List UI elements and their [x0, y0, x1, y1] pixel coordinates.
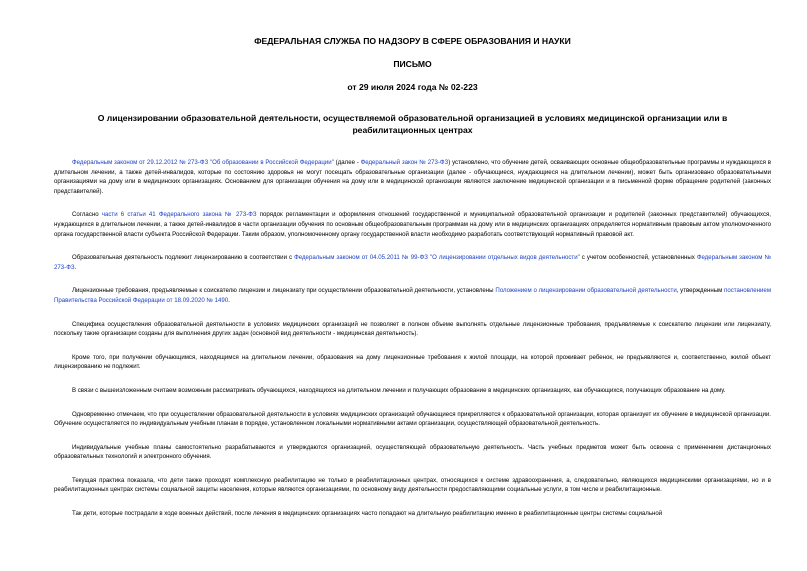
- paragraph-11: Так дети, которые пострадали в ходе военных действий, после лечения в медицинских организациях часто попадают на длительную реабилитацию именно в реабилитационные центры системы социальной: [72, 510, 663, 518]
- document-type: ПИСЬМО: [393, 59, 432, 69]
- paragraph-10: Текущая практика показала, что дети также проходят комплексную реабилитацию не только в реабилитационных центрах, относящихся к системе здравоохранения, а, следовательно, являющихся медицинскими организациями, но и в реабилитационных центрах системы социальной защиты населения, которые являются организациями, по основному виду деятельности предоставляющими социальные услуги, в том числе и реабилитационные.: [54, 476, 771, 494]
- paragraph-8: Одновременно отмечаем, что при осуществлении образовательной деятельности в условиях медицинских организаций обучающиеся прикрепляются к образовательной организации, которая организует их обучение в медицинской организации. Обучение осуществляется по индивидуальным учебным планам в порядке, установленном локальными нормативными актами организации, осуществляющей образовательной деятельность.: [54, 410, 771, 428]
- paragraph-9: Индивидуальные учебные планы самостоятельно разрабатываются и утверждаются организацией, осуществляющей образовательную деятельность. Часть учебных предметов может быть освоена с применением дистанционных образовательных технологий и электронного обучения.: [54, 443, 771, 461]
- paragraph-1: [54, 158, 771, 196]
- link-licensing-regulation[interactable]: Положением о лицензировании образовательной деятельности: [495, 287, 677, 295]
- paragraph-text: Лицензионные требования, предъявляемые к соискателю лицензии и лицензиату при осуществлении образовательной деятельности, установлены: [72, 287, 496, 295]
- document-title: О лицензировании образовательной деятельности, осуществляемой образовательной организацией в условиях медицинской организации или в реабилитационных центрах: [97, 113, 728, 135]
- link-article-41-part-6[interactable]: части 6 статьи 41 Федерального закона № 273-ФЗ: [101, 211, 257, 219]
- paragraph-7: В связи с вышеизложенным считаем возможным рассматривать обучающихся, находящихся на длительном лечении и получающих образование в медицинских организациях, как обучающихся, получающих образование на дому.: [72, 386, 726, 394]
- paragraph-5: Специфика осуществления образовательной деятельности в условиях медицинских организаций не позволяет в полном объеме выполнять отдельные лицензионные требования, предъявляемые к соискателю лицензии или лицензиату, поскольку такие организации созданы для выполнения других задач (основной вид деятельности - медицинская деятельность).: [54, 320, 771, 338]
- link-government-resolution-1490[interactable]: постановлением Правительства Российской Федерации от 18.09.2020 № 1490: [54, 287, 772, 304]
- paragraph-3: [54, 253, 771, 272]
- paragraph-text: Согласно: [72, 211, 102, 219]
- paragraph-2: [54, 210, 771, 239]
- paragraph-4: [54, 286, 771, 305]
- link-federal-law-273[interactable]: Федеральным законом от 29.12.2012 № 273-ФЗ "Об образовании в Российской Федерации": [72, 159, 334, 166]
- document-date: от 29 июля 2024 года № 02-223: [347, 82, 478, 92]
- paragraph-text: ) установлено, что обучение детей, осваивающих основные общеобразовательные программы и нуждающихся в длительном лечении, а также детей-инвалидов, которые по состоянию здоровья не могут посещать образовательные организации (далее - обучающиеся, нуждающиеся на длительном лечении), может быть организовано образовательными организациями на дому или в медицинских организациях. Основанием для организации обучения на дому или в медицинской организации являются заключение медицинской организации и в письменной форме обращение родителей (законных представителей).: [54, 159, 772, 195]
- link-federal-law-273-ref[interactable]: Федеральным законом № 273-ФЗ: [54, 254, 771, 271]
- link-federal-law-273-short[interactable]: Федеральный закон № 273-ФЗ: [360, 159, 449, 166]
- paragraph-text: с учетом особенностей, установленных: [579, 254, 697, 262]
- issuing-agency: ФЕДЕРАЛЬНАЯ СЛУЖБА ПО НАДЗОРУ В СФЕРЕ ОБРАЗОВАНИЯ И НАУКИ: [254, 36, 571, 46]
- document-body: [54, 158, 771, 519]
- paragraph-text: , утвержденным: [676, 287, 725, 295]
- paragraph-text: .: [228, 296, 230, 304]
- paragraph-text: порядок регламентации и оформления отношений государственной и муниципальной образовательной организации и родителей (законных представителей) обучающихся, нуждающихся в длительном лечении, а также детей-инвалидов в части организации обучения по основным общеобразовательным программам на дому или в медицинских организациях определяется нормативным правовым актом уполномоченного органа государственной власти субъекта Российской Федерации. Таким образом, уполномоченному органу государственной власти необходимо разработать соответствующий нормативный правовой акт.: [54, 211, 771, 238]
- link-federal-law-99[interactable]: Федеральным законом от 04.05.2011 № 99-ФЗ "О лицензировании отдельных видов деятельности": [294, 254, 580, 262]
- paragraph-text: Образовательная деятельность подлежит лицензированию в соответствии с: [72, 254, 295, 262]
- paragraph-6: Кроме того, при получении обучающимся, находящимся на длительном лечении, образования на дому лицензионные требования к жилой площади, на которой проживает ребенок, не предъявляются и, соответственно, жилой объект лицензированию не подлежит.: [54, 353, 771, 371]
- paragraph-text: (далее -: [333, 159, 361, 166]
- paragraph-text: .: [74, 263, 77, 271]
